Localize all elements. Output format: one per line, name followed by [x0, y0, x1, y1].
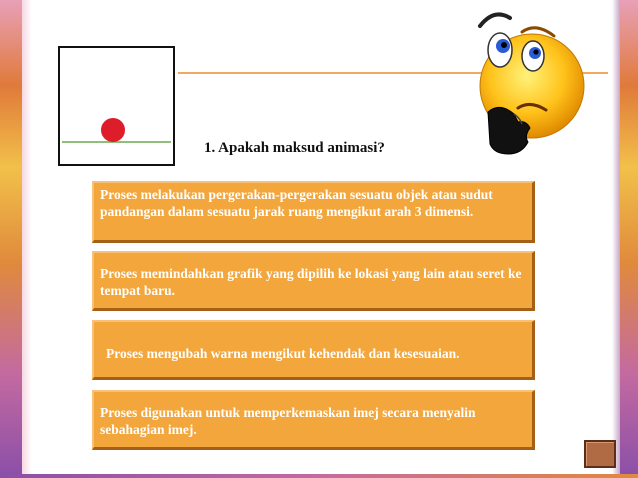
slide-frame-bottom: [0, 474, 638, 478]
next-slide-button[interactable]: [584, 440, 616, 468]
slide-frame-right-inner: [612, 0, 620, 478]
thinking-face-icon: [470, 4, 590, 166]
animation-preview: [60, 48, 173, 164]
slide-frame-right: [620, 0, 638, 478]
answer-option-2[interactable]: Proses memindahkan grafik yang dipilih ke lokasi yang lain atau seret ke tempat baru.: [92, 251, 535, 311]
animation-preview-box: [58, 46, 175, 166]
slide-frame-left-inner: [22, 0, 32, 478]
answer-option-4[interactable]: Proses digunakan untuk memperkemaskan imej secara menyalin sebahagian imej.: [92, 390, 535, 450]
slide-frame-left: [0, 0, 22, 478]
question-title: 1. Apakah maksud animasi?: [204, 140, 385, 156]
answer-option-3[interactable]: Proses mengubah warna mengikut kehendak dan kesesuaian.: [92, 320, 535, 380]
red-ball-icon: [101, 118, 125, 142]
answer-option-1[interactable]: Proses melakukan pergerakan-pergerakan sesuatu objek atau sudut pandangan dalam sesuatu jarak ruang mengikut arah 3 dimensi.: [92, 181, 535, 243]
